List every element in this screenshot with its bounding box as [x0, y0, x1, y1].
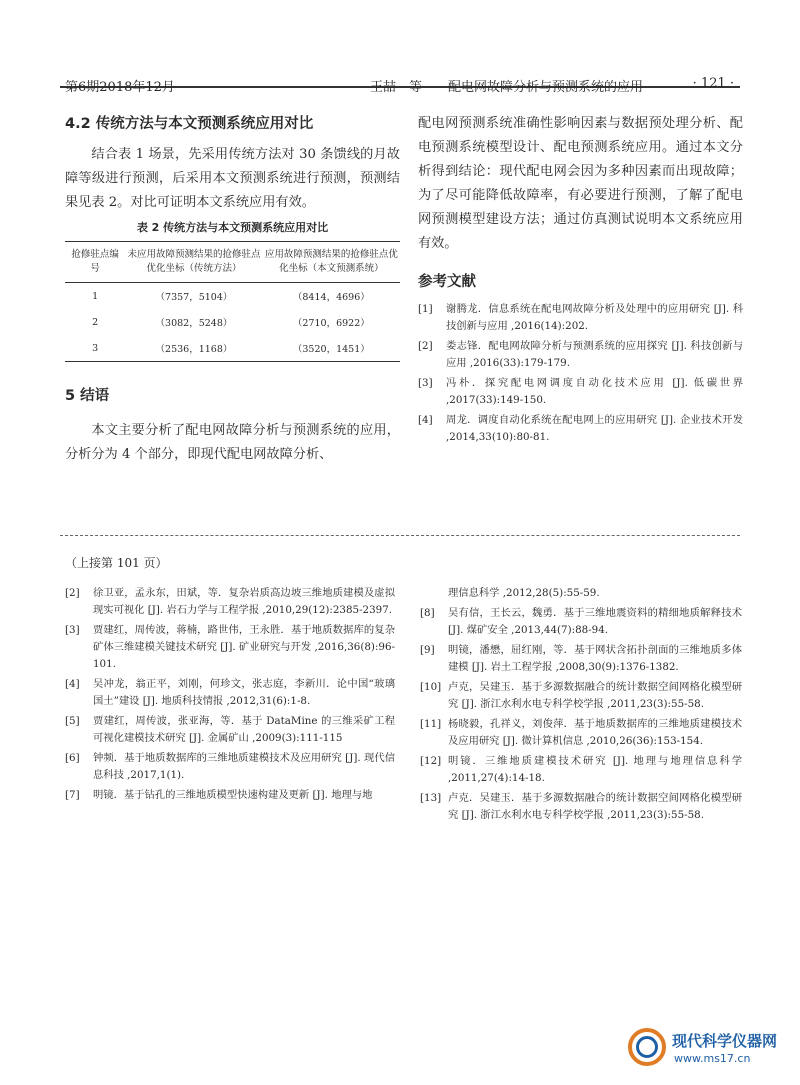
logo-name: 现代科学仪器网	[672, 1032, 778, 1050]
table-cell: 3	[65, 335, 125, 362]
comparison-table	[65, 241, 400, 362]
reference-item	[420, 790, 742, 824]
ref-text: 徐卫亚，孟永东，田斌，等．复杂岩质高边坡三维地质建模及虚拟现实可视化 [J]. 岩石力学与工程学报 ,2010,29(12):2385-2397.	[93, 587, 395, 616]
ref-text: 娄志锋．配电网故障分析与预测系统的应用探究 [J]. 科技创新与应用 ,2016(33):179-179.	[446, 340, 743, 369]
ref-text: 明镜．基于钻孔的三维地质模型快速构建及更新 [J]. 地理与地	[93, 789, 373, 801]
ref-number: [2]	[418, 340, 433, 352]
ref-text: 冯朴．探究配电网调度自动化技术应用 [J]. 低碳世界 ,2017(33):149-150.	[446, 377, 743, 406]
ref-text: 贾建红，周传波，张亚海，等．基于 DataMine 的三维采矿工程可视化建模技术研究 [J]. 金属矿山 ,2009(3):111-115	[93, 715, 395, 744]
ref-text: 卢克，吴建玉．基于多源数据融合的统计数据空间网格化模型研究 [J]. 浙江水利水电专科学校学报 ,2011,23(3):55-58.	[448, 681, 742, 710]
ref-number: [3]	[418, 377, 433, 389]
dashed-divider	[60, 535, 740, 536]
ref-text: 杨晓毅，孔祥义，刘俊萍．基于地质数据库的三维地质建模技术及应用研究 [J]. 微计算机信息 ,2010,26(36):153-154.	[448, 718, 742, 747]
ref-text: 贾建红，周传波，蒋楠，路世伟，王永胜．基于地质数据库的复杂矿体三维建模关键技术研究 [J]. 矿业研究与开发 ,2016,36(8):96-101.	[93, 624, 395, 670]
reference-item	[420, 605, 742, 639]
ref-number	[420, 585, 448, 602]
header-authors: 王喆 等	[370, 80, 423, 95]
ref-number: [6]	[65, 752, 80, 764]
reference-item	[65, 585, 395, 619]
table-cell: （8414，4696）	[292, 292, 370, 303]
ref-number: [7]	[65, 789, 80, 801]
ref-number: [8]	[420, 607, 435, 619]
page-number: · 121 ·	[692, 76, 734, 91]
ref-number: [12]	[420, 755, 442, 767]
reference-item	[420, 753, 742, 787]
ref-text: 卢克．吴建玉．基于多源数据融合的统计数据空间网格化模型研究 [J]. 浙江水利水电专科学校学报 ,2011,23(3):55-58.	[448, 792, 742, 821]
table-cell: （3520，1451）	[263, 335, 400, 362]
table-row	[65, 283, 400, 310]
reference-item	[65, 676, 395, 710]
ref-number: [4]	[65, 678, 80, 690]
site-logo[interactable]	[628, 1028, 788, 1078]
reference-item	[420, 679, 742, 713]
ref-number: [11]	[420, 718, 442, 730]
reference-item	[65, 713, 395, 747]
ref-text: 吴冲龙，翁正平，刘刚，何珍文，张志庭，李新川．论中国“玻璃国土”建设 [J]. 地质科技情报 ,2012,31(6):1-8.	[93, 678, 395, 707]
reference-item	[420, 642, 742, 676]
reference-item	[420, 585, 742, 602]
ref-number: [3]	[65, 624, 80, 636]
section-4-2-heading: 4.2 传统方法与本文预测系统应用对比	[65, 116, 314, 132]
ref-number: [10]	[420, 681, 442, 693]
ref-text: 理信息科学 ,2012,28(5):55-59.	[448, 587, 600, 599]
table-cell: （7357，5104）	[155, 292, 233, 303]
reference-item	[65, 622, 395, 673]
table-header: 应用故障预测结果的抢修驻点优化坐标（本文预测系统）	[263, 242, 400, 283]
running-title	[370, 76, 643, 95]
ref-number: [5]	[65, 715, 80, 727]
reference-item	[418, 338, 743, 372]
left-column	[65, 112, 400, 467]
ref-text: 明镜，潘懋，屈红刚，等．基于网状含拓扑剖面的三维地质多体建模 [J]. 岩土工程学报 ,2008,30(9):1376-1382.	[448, 644, 742, 673]
ref-text: 明镜．三维地质建模技术研究 [J]. 地理与地理信息科学 ,2011,27(4):14-18.	[448, 755, 742, 784]
table-row	[65, 335, 400, 362]
section-4-2-text: 结合表 1 场景，先采用传统方法对 30 条馈线的月故障等级进行预测，后采用本文预测系统进行预测，预测结果见表 2。对比可证明本文系统应用有效。	[65, 147, 400, 210]
bottom-references-right	[420, 585, 742, 827]
table-caption: 表 2 传统方法与本文预测系统应用对比	[136, 221, 329, 234]
ref-text: 谢腾龙．信息系统在配电网故障分析及处理中的应用研究 [J]. 科技创新与应用 ,2016(14):202.	[446, 303, 743, 332]
table-header: 抢修驻点编号	[65, 242, 125, 283]
continued-note: （上接第 101 页）	[65, 556, 168, 570]
bottom-references-left	[65, 585, 395, 807]
ref-number: [1]	[418, 303, 433, 315]
right-column	[418, 112, 743, 449]
issue-info: 第6期2018年12月	[65, 80, 175, 95]
reference-item	[418, 301, 743, 335]
table-cell: （2710，6922）	[292, 318, 370, 329]
section-5-heading: 5 结语	[65, 388, 110, 404]
ref-text: 吴有信，王长云，魏勇．基于三维地震资料的精细地质解释技术 [J]. 煤矿安全 ,2013,44(7):88-94.	[448, 607, 742, 636]
logo-inner-ring-icon	[636, 1036, 658, 1058]
table-header: 未应用故障预测结果的抢修驻点优化坐标（传统方法）	[125, 242, 262, 283]
ref-number: [4]	[418, 414, 433, 426]
references-heading: 参考文献	[418, 274, 476, 290]
ref-number: [2]	[65, 587, 80, 599]
references-list	[418, 301, 743, 446]
section-5-text-left: 本文主要分析了配电网故障分析与预测系统的应用，分析分为 4 个部分，即现代配电网故障分析、	[65, 423, 400, 462]
reference-item	[420, 716, 742, 750]
header-title: 配电网故障分析与预测系统的应用	[448, 80, 644, 95]
ref-text: 钟频．基于地质数据库的三维地质建模技术及应用研究 [J]. 现代信息科技 ,2017,1(1).	[93, 752, 395, 781]
ref-number: [13]	[420, 792, 442, 804]
table-cell: （3082，5248）	[155, 318, 233, 329]
page-header	[60, 60, 740, 95]
reference-item	[418, 375, 743, 409]
reference-item	[418, 412, 743, 446]
ref-number: [9]	[420, 644, 435, 656]
table-cell: （2536，1168）	[125, 335, 262, 362]
reference-item	[65, 750, 395, 784]
table-cell: 1	[92, 290, 99, 302]
section-5-text-right: 配电网预测系统准确性影响因素与数据预处理分析、配电预测系统模型设计、配电预测系统应用。通过本文分析得到结论：现代配电网会因为多种因素而出现故障；为了尽可能降低故障率，有必要进行预测，了解了配电网预测模型建设方法；通过仿真测试说明本文系统应用有效。	[418, 116, 743, 251]
ref-text: 周龙．调度自动化系统在配电网上的应用研究 [J]. 企业技术开发 ,2014,33(10):80-81.	[446, 414, 743, 443]
table-cell: 2	[92, 316, 99, 328]
logo-url: www.ms17.cn	[674, 1052, 751, 1065]
table-row	[65, 309, 400, 335]
reference-item	[65, 787, 395, 804]
